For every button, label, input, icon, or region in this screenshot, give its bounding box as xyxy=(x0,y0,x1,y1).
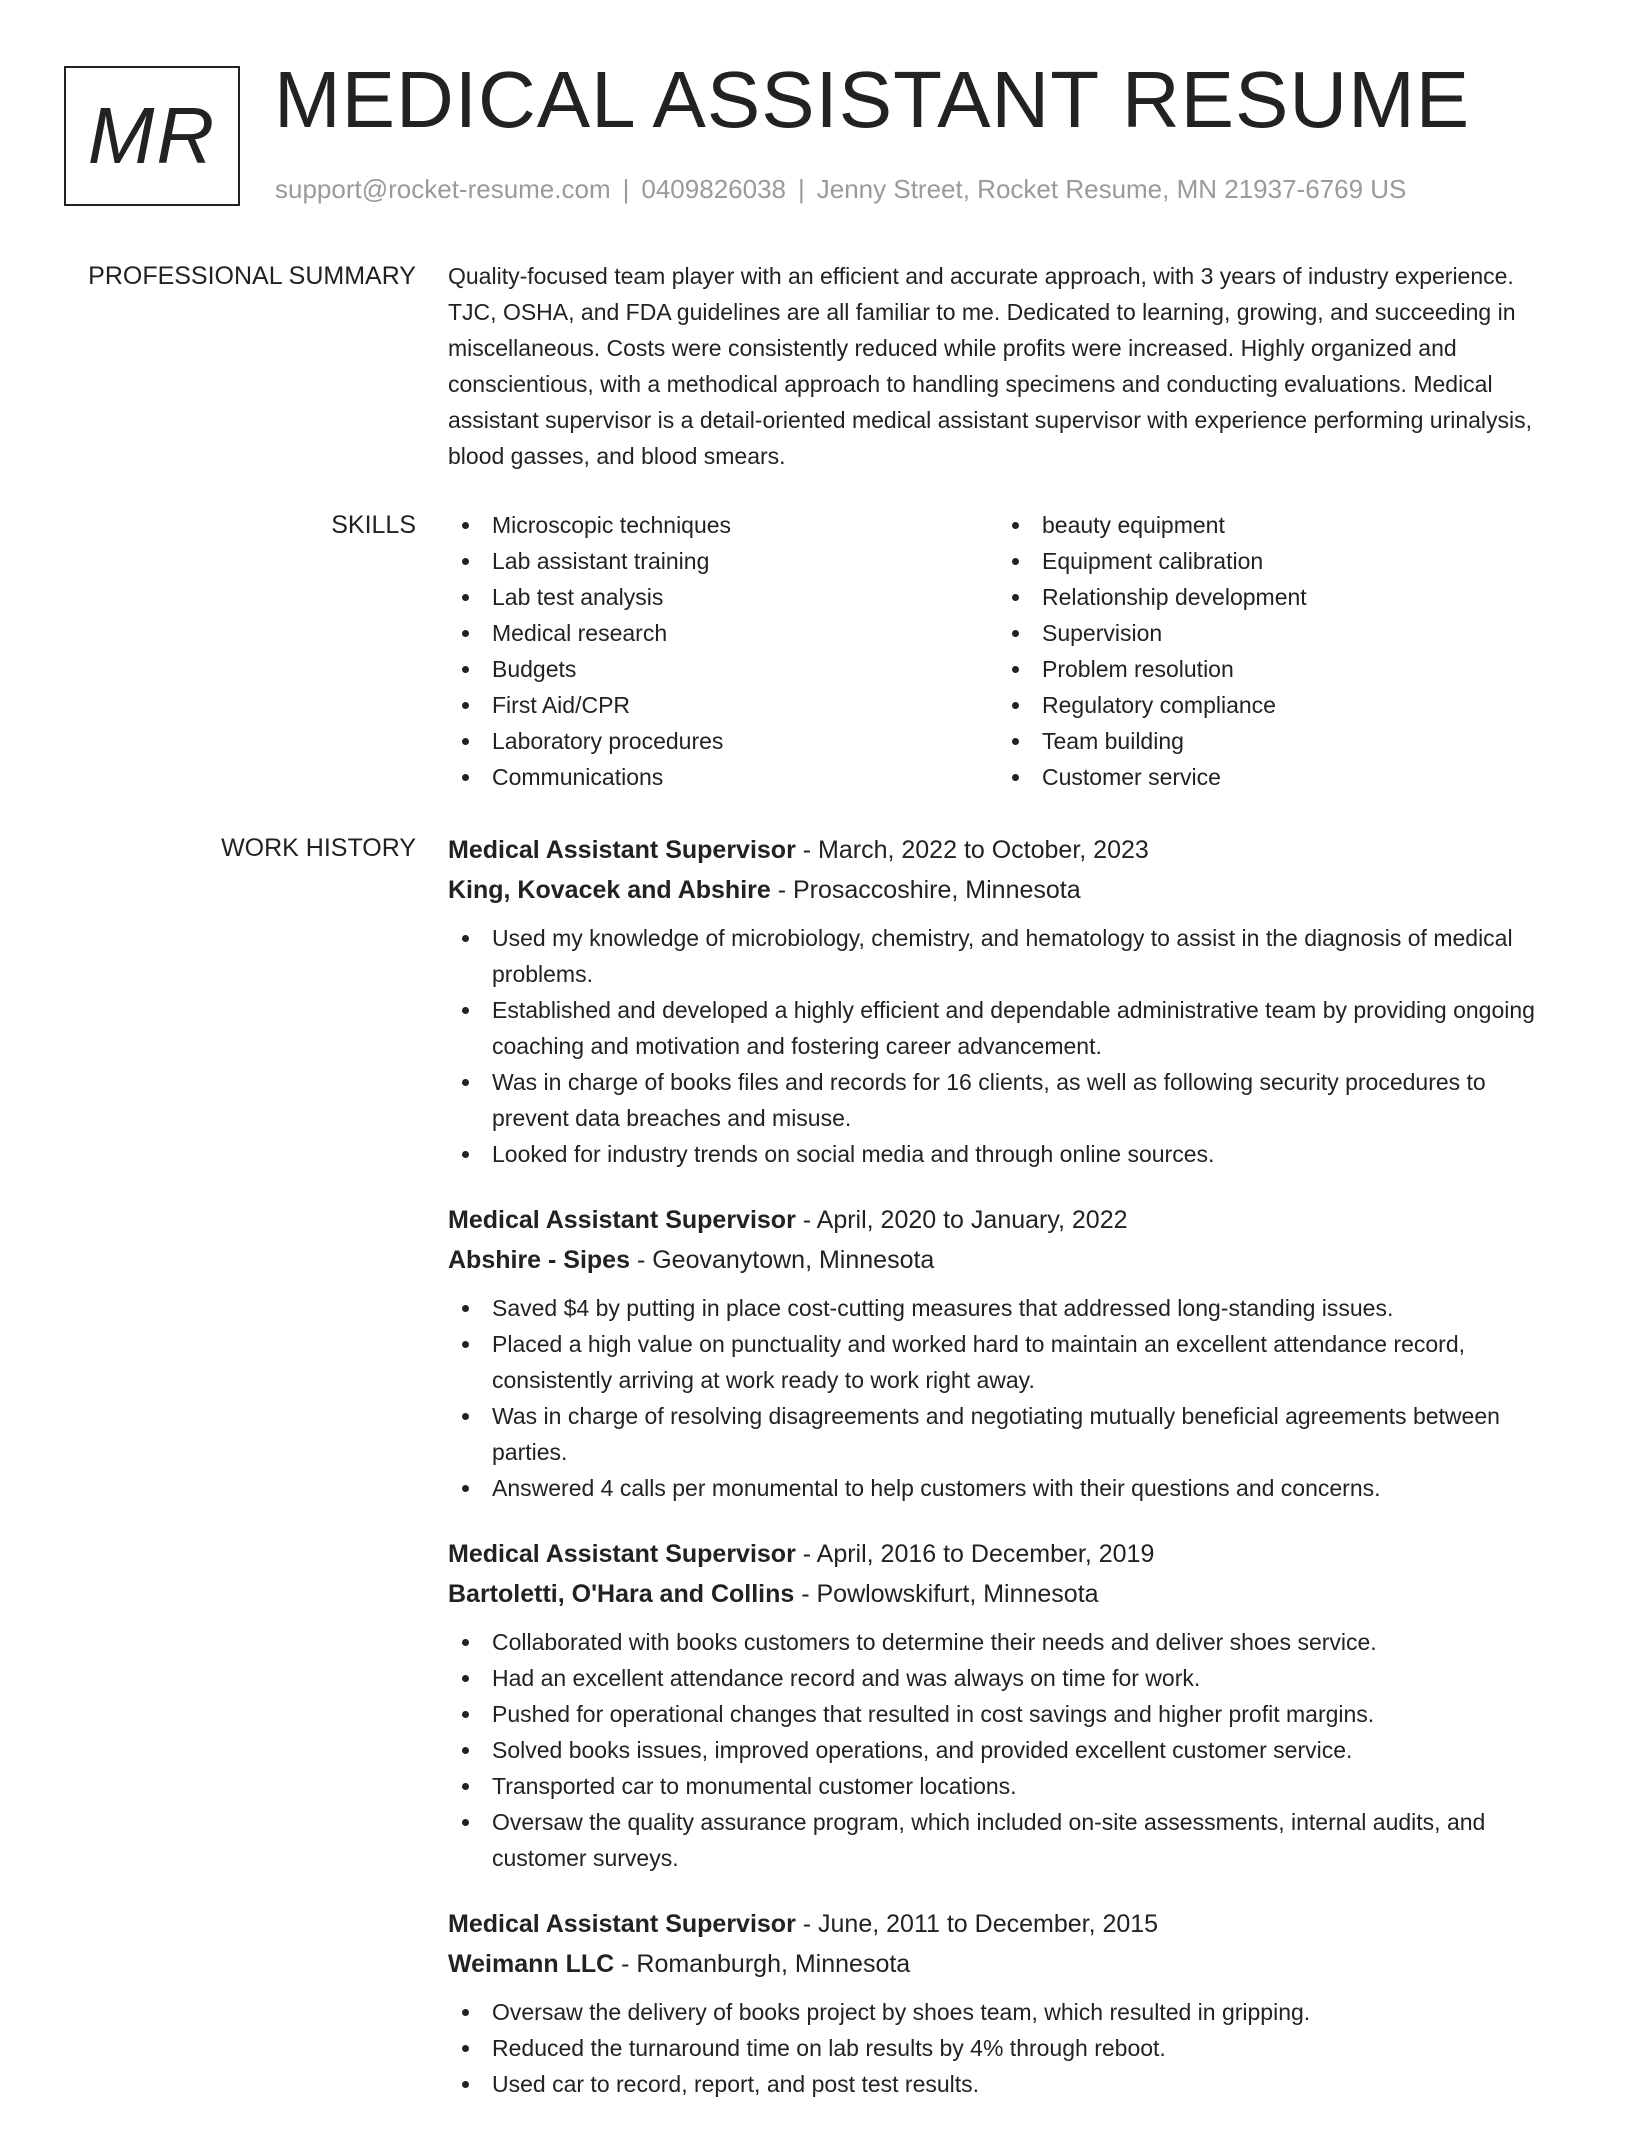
skill-item: Relationship development xyxy=(998,579,1548,615)
job-location: - Geovanytown, Minnesota xyxy=(630,1246,935,1274)
job-role-line xyxy=(448,1200,1568,1240)
job-company: King, Kovacek and Abshire xyxy=(448,876,771,904)
job-bullet: Was in charge of books files and records for 16 clients, as well as following security procedures to prevent data breaches and misuse. xyxy=(448,1064,1568,1136)
skills-list-left xyxy=(448,507,998,795)
skill-item: Microscopic techniques xyxy=(448,507,998,543)
skill-item: Team building xyxy=(998,723,1548,759)
contact-phone[interactable]: 0409826038 xyxy=(641,174,786,204)
job-bullet: Collaborated with books customers to determine their needs and deliver shoes service. xyxy=(448,1624,1568,1660)
skill-item: Lab assistant training xyxy=(448,543,998,579)
job-bullet: Oversaw the delivery of books project by shoes team, which resulted in gripping. xyxy=(448,1994,1568,2030)
skill-item: Budgets xyxy=(448,651,998,687)
skill-item: Problem resolution xyxy=(998,651,1548,687)
job-role-line xyxy=(448,830,1568,870)
skill-item: Supervision xyxy=(998,615,1548,651)
contact-email[interactable]: support@rocket-resume.com xyxy=(275,174,611,204)
job-bullet: Was in charge of resolving disagreements and negotiating mutually beneficial agreements between parties. xyxy=(448,1398,1568,1470)
job-company: Bartoletti, O'Hara and Collins xyxy=(448,1580,795,1608)
contact-line xyxy=(275,174,1406,205)
skill-item: Laboratory procedures xyxy=(448,723,998,759)
skills-list-right xyxy=(998,507,1548,795)
job-role: Medical Assistant Supervisor xyxy=(448,1206,796,1234)
job-bullets xyxy=(448,1994,1568,2102)
job-company: Abshire - Sipes xyxy=(448,1246,630,1274)
summary-title: PROFESSIONAL SUMMARY xyxy=(88,262,416,290)
job-role-line xyxy=(448,1534,1568,1574)
resume-title: MEDICAL ASSISTANT RESUME xyxy=(274,55,1471,144)
job-dates: - April, 2020 to January, 2022 xyxy=(795,1206,1128,1234)
job-bullet: Had an excellent attendance record and was always on time for work. xyxy=(448,1660,1568,1696)
job-bullet: Solved books issues, improved operations, and provided excellent customer service. xyxy=(448,1732,1568,1768)
work-history-title: WORK HISTORY xyxy=(221,834,416,862)
skill-item: Lab test analysis xyxy=(448,579,998,615)
job-bullet: Reduced the turnaround time on lab results by 4% through reboot. xyxy=(448,2030,1568,2066)
job-company-line xyxy=(448,1240,1568,1280)
skill-item: Customer service xyxy=(998,759,1548,795)
contact-separator: | xyxy=(798,174,805,204)
jobs-list xyxy=(448,830,1568,2130)
skill-item: Regulatory compliance xyxy=(998,687,1548,723)
contact-separator: | xyxy=(622,174,630,204)
job-bullet: Placed a high value on punctuality and worked hard to maintain an excellent attendance record, consistently arriving at work ready to work right away. xyxy=(448,1326,1568,1398)
job-dates: - April, 2016 to December, 2019 xyxy=(795,1540,1155,1568)
job-entry xyxy=(448,1534,1568,1876)
job-bullet: Used car to record, report, and post test results. xyxy=(448,2066,1568,2102)
skill-item: Medical research xyxy=(448,615,998,651)
job-bullets xyxy=(448,1290,1568,1506)
job-bullet: Transported car to monumental customer locations. xyxy=(448,1768,1568,1804)
job-role: Medical Assistant Supervisor xyxy=(448,836,796,864)
job-location: - Prosaccoshire, Minnesota xyxy=(770,876,1081,904)
skill-item: Communications xyxy=(448,759,998,795)
job-role: Medical Assistant Supervisor xyxy=(448,1910,796,1938)
skills-title: SKILLS xyxy=(331,511,416,539)
skill-item: beauty equipment xyxy=(998,507,1548,543)
job-location: - Powlowskifurt, Minnesota xyxy=(794,1580,1099,1608)
job-location: - Romanburgh, Minnesota xyxy=(614,1950,911,1978)
job-bullet: Established and developed a highly efficient and dependable administrative team by providing ongoing coaching and motivation and fostering career advancement. xyxy=(448,992,1568,1064)
job-dates: - June, 2011 to December, 2015 xyxy=(795,1910,1159,1938)
job-bullet: Pushed for operational changes that resulted in cost savings and higher profit margins. xyxy=(448,1696,1568,1732)
job-bullet: Saved $4 by putting in place cost-cutting measures that addressed long-standing issues. xyxy=(448,1290,1568,1326)
job-company-line xyxy=(448,1574,1568,1614)
job-company: Weimann LLC xyxy=(448,1950,615,1978)
skill-item: Equipment calibration xyxy=(998,543,1548,579)
summary-text: Quality-focused team player with an efficient and accurate approach, with 3 years of industry experience. TJC, OSHA, and FDA guidelines are all familiar to me. Dedicated to learning, growing, and succeeding in miscellaneous. Costs were consistently reduced while profits were increased. Highly organized and conscientious, with a methodical approach to handling specimens and conducting evaluations. Medical assistant supervisor is a detail-oriented medical assistant supervisor with experience performing urinalysis, blood gasses, and blood smears. xyxy=(448,263,1533,469)
job-company-line xyxy=(448,870,1568,910)
job-entry xyxy=(448,1200,1568,1506)
job-entry xyxy=(448,1904,1568,2102)
job-bullets xyxy=(448,920,1568,1172)
monogram: MR xyxy=(64,66,240,206)
job-role-line xyxy=(448,1904,1568,1944)
job-bullet: Answered 4 calls per monumental to help customers with their questions and concerns. xyxy=(448,1470,1568,1506)
skill-item: First Aid/CPR xyxy=(448,687,998,723)
job-bullet: Oversaw the quality assurance program, which included on-site assessments, internal audits, and customer surveys. xyxy=(448,1804,1568,1876)
job-bullet: Used my knowledge of microbiology, chemistry, and hematology to assist in the diagnosis of medical problems. xyxy=(448,920,1568,992)
job-dates: - March, 2022 to October, 2023 xyxy=(795,836,1149,864)
job-bullet: Looked for industry trends on social media and through online sources. xyxy=(448,1136,1568,1172)
job-bullets xyxy=(448,1624,1568,1876)
job-entry xyxy=(448,830,1568,1172)
contact-address: Jenny Street, Rocket Resume, MN 21937-6769 US xyxy=(816,174,1407,204)
job-role: Medical Assistant Supervisor xyxy=(448,1540,796,1568)
job-company-line xyxy=(448,1944,1568,1984)
